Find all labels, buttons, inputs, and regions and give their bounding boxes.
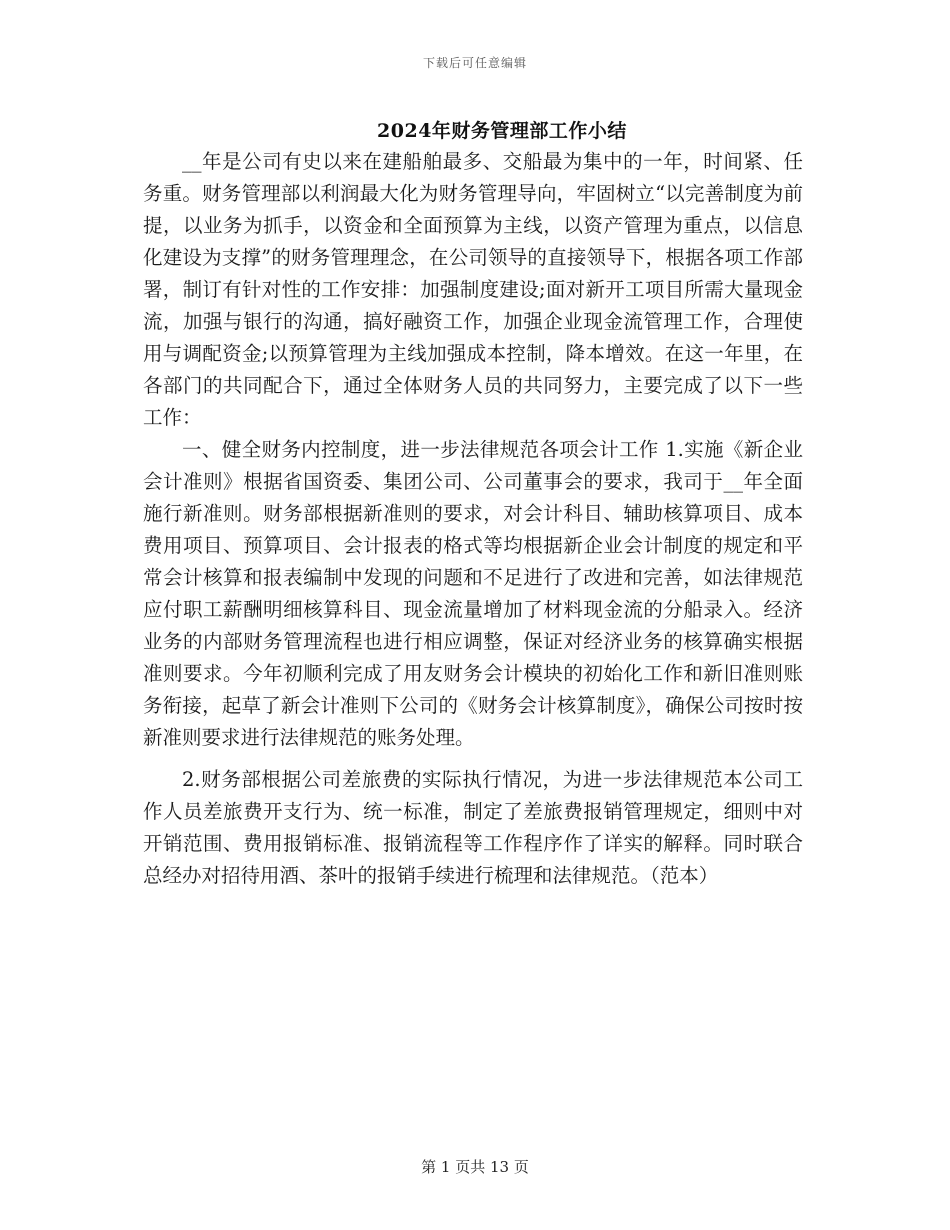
- header-note: 下载后可任意编辑: [422, 56, 527, 70]
- document-body: [143, 146, 803, 892]
- document-title: 2024年财务管理部工作小结: [377, 120, 627, 142]
- page-footer: 第 1 页共 13 页: [421, 1158, 529, 1176]
- paragraph-item-two: 2.财务部根据公司差旅费的实际执行情况，为进一步法律规范本公司工作人员差旅费开支行为、统一标准，制定了差旅费报销管理规定，细则中对开销范围、费用报销标准、报销流程等工作程序作了详实的解释。同时联合总经办对招待用酒、茶叶的报销手续进行梳理和法律规范。（范本）: [143, 768, 803, 887]
- paragraph-intro: __年是公司有史以来在建船舶最多、交船最为集中的一年，时间紧、任务重。财务管理部以利润最大化为财务管理导向，牢固树立“以完善制度为前提，以业务为抓手，以资金和全面预算为主线，以资产管理为重点，以信息化建设为支撑”的财务管理理念，在公司领导的直接领导下，根据各项工作部署，制订有针对性的工作安排：加强制度建设;面对新开工项目所需大量现金流，加强与银行的沟通，搞好融资工作，加强企业现金流管理工作，合理使用与调配资金;以预算管理为主线加强成本控制，降本增效。在这一年里，在各部门的共同配合下，通过全体财务人员的共同努力，主要完成了以下一些工作：: [143, 150, 803, 429]
- paragraph-section-one: 一、健全财务内控制度，进一步法律规范各项会计工作 1.实施《新企业会计准则》根据省国资委、集团公司、公司董事会的要求，我司于__年全面施行新准则。财务部根据新准则的要求，对会计科目、辅助核算项目、成本费用项目、预算项目、会计报表的格式等均根据新企业会计制度的规定和平常会计核算和报表编制中发现的问题和不足进行了改进和完善，如法律规范应付职工薪酬明细核算科目、现金流量增加了材料现金流的分船录入。经济业务的内部财务管理流程也进行相应调整，保证对经济业务的核算确实根据准则要求。今年初顺利完成了用友财务会计模块的初始化工作和新旧准则账务衔接，起草了新会计准则下公司的《财务会计核算制度》，确保公司按时按新准则要求进行法律规范的账务处理。: [143, 438, 803, 749]
